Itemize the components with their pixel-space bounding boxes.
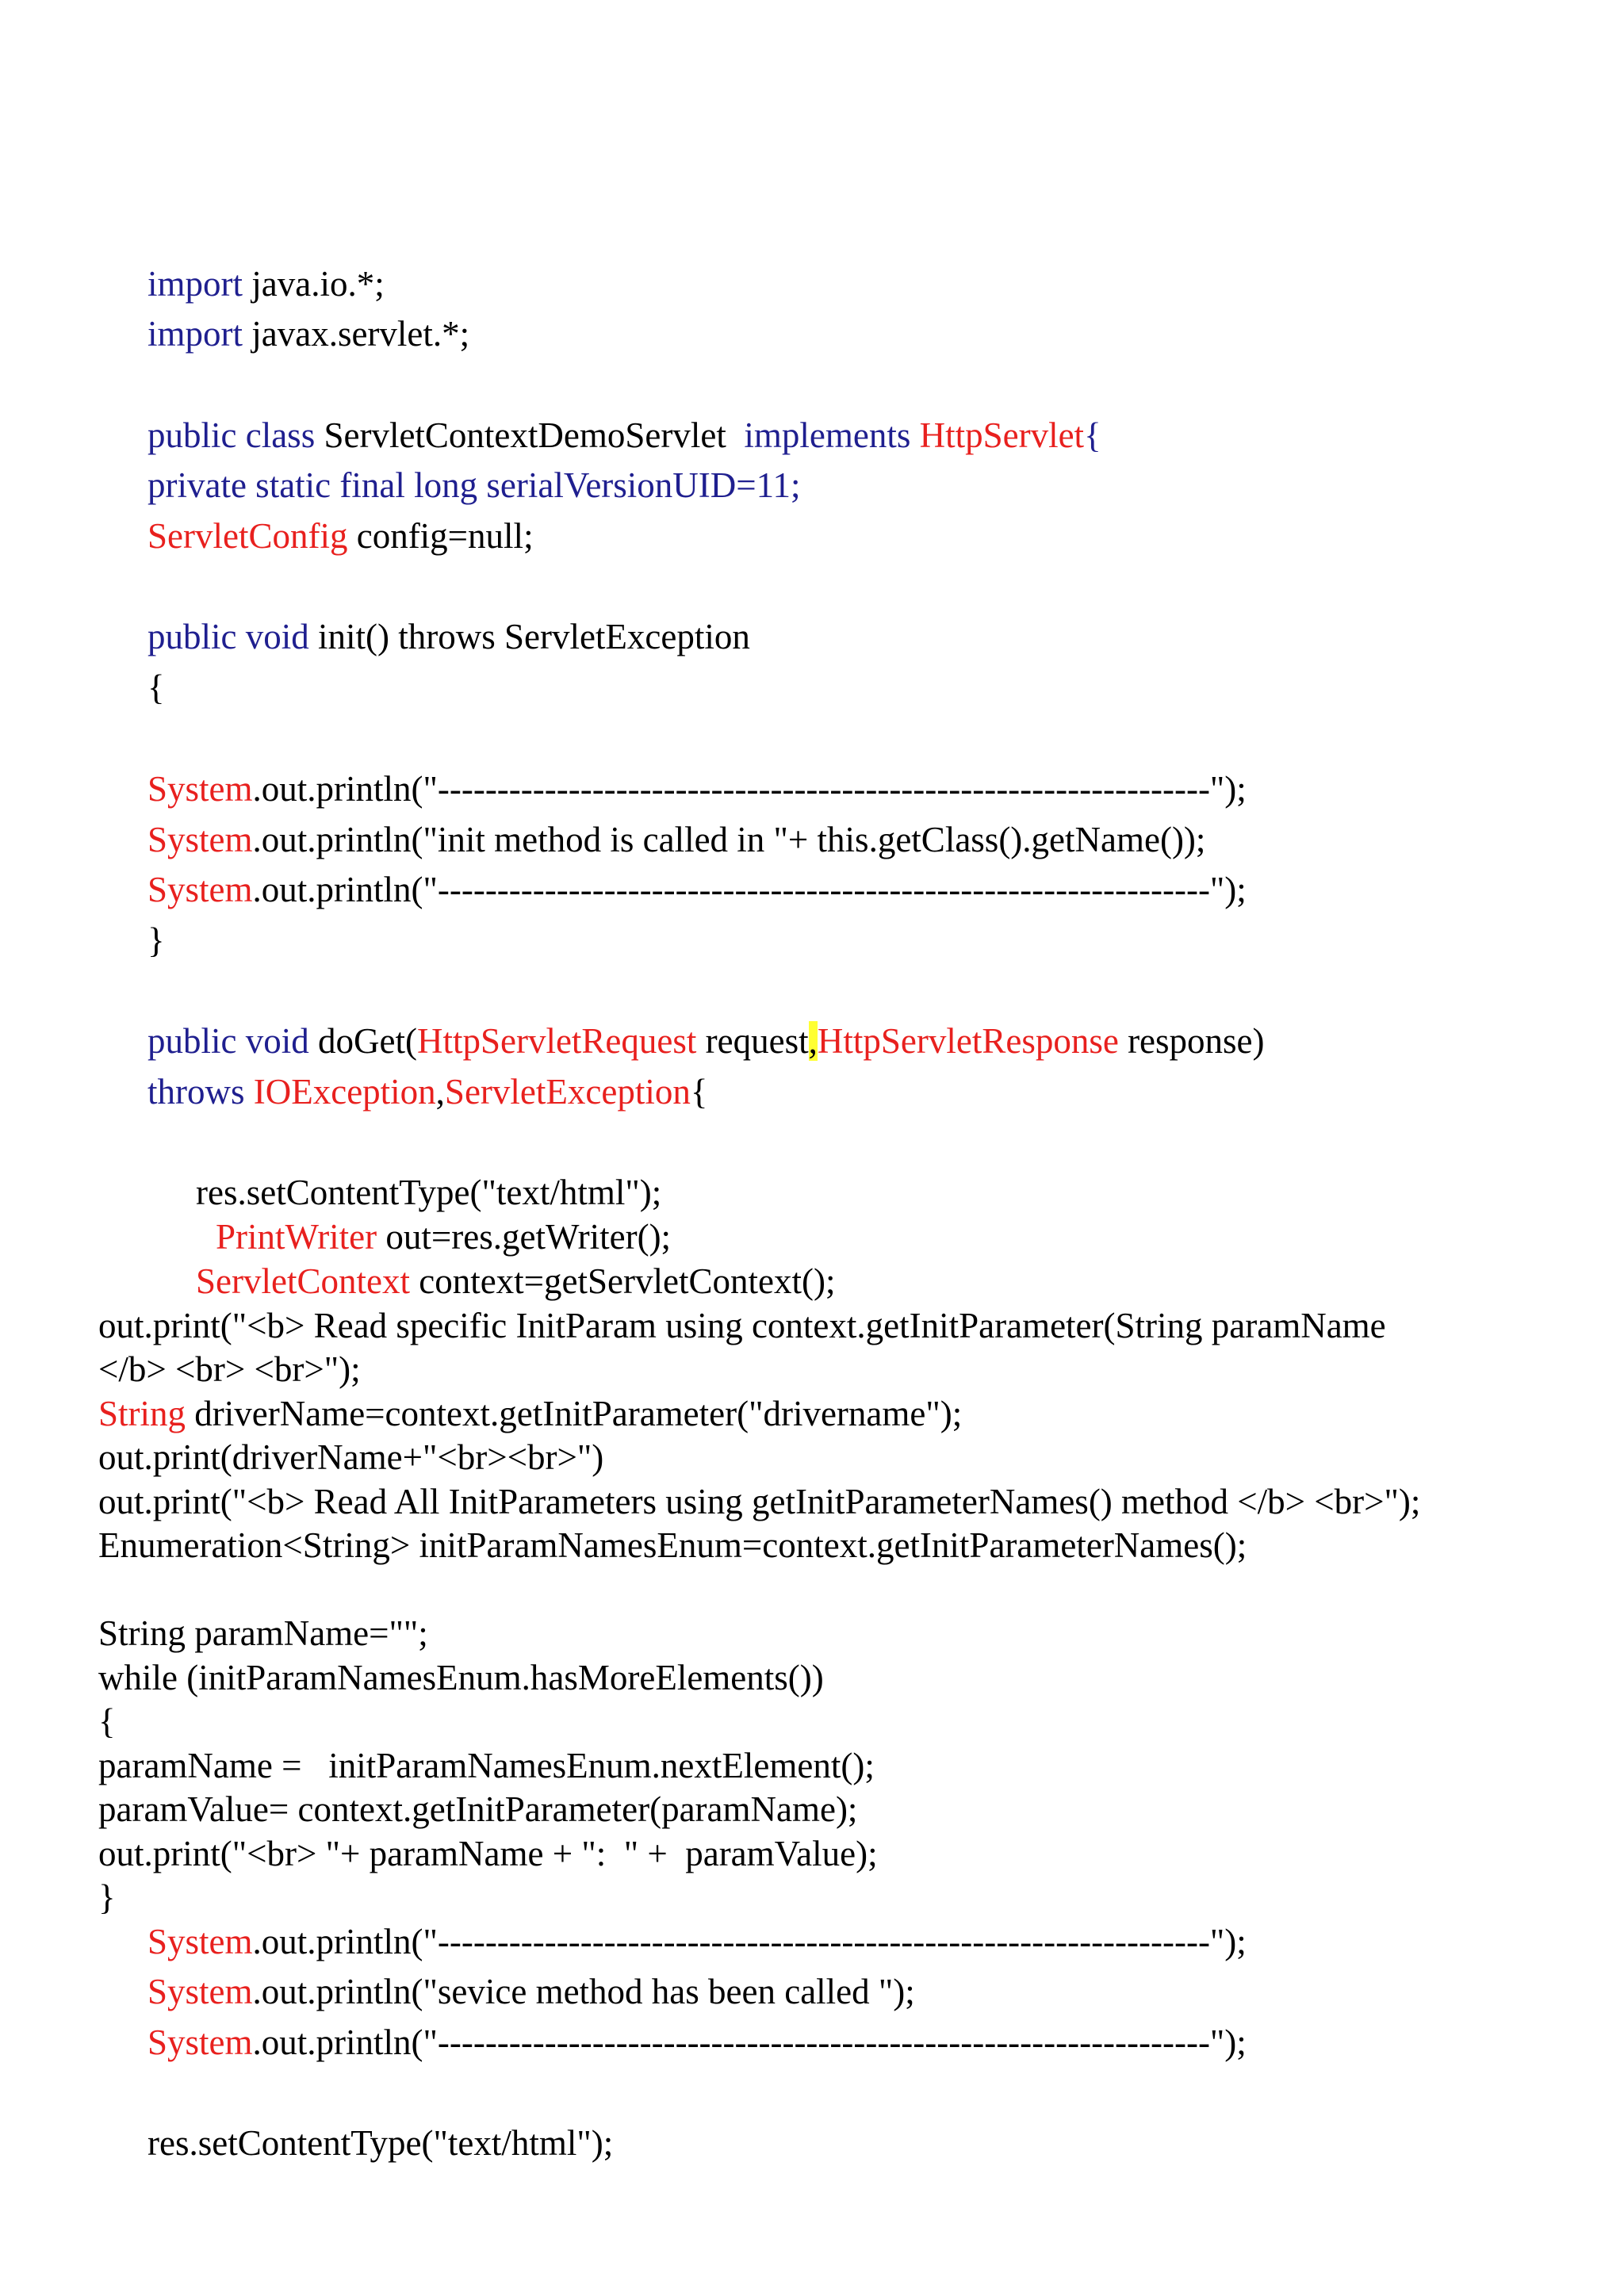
code-token: System (147, 2022, 253, 2062)
code-token: out=res.getWriter(); (377, 1217, 672, 1257)
code-token: } (147, 920, 165, 960)
code-line-print-driver-name (98, 1435, 603, 1479)
code-token: } (98, 1877, 116, 1917)
code-token: java.io.*; (243, 264, 385, 304)
code-token: System (147, 1972, 253, 2011)
code-line-while-loop (98, 1655, 824, 1700)
code-token: ServletConfig (147, 516, 348, 556)
code-line-init-close-brace (147, 918, 165, 962)
code-line-init-println-dashes (147, 867, 1247, 912)
code-token: IOException (253, 1072, 436, 1112)
code-token: HttpServlet (919, 415, 1085, 455)
code-token: System (147, 769, 253, 809)
code-line-print-read-all (98, 1479, 1420, 1524)
code-token: driverName=context.getInitParameter("drivername"); (186, 1394, 963, 1433)
code-line-service-println-message (147, 1969, 915, 2014)
code-token: throws (147, 1072, 245, 1112)
code-line-serial-version-uid (147, 463, 801, 507)
code-line-driver-name (98, 1391, 962, 1436)
code-token: request (696, 1021, 809, 1061)
code-line-print-writer (216, 1215, 671, 1259)
code-token: System (147, 1922, 253, 1961)
code-token: .out.println("init method is called in "+ this.getClass().getName()); (252, 820, 1206, 859)
code-token: private static final long serialVersionUID=11; (147, 465, 801, 505)
code-token: ServletContext (196, 1261, 410, 1301)
code-line-import-io (147, 262, 385, 306)
code-token: paramValue= context.getInitParameter(paramName); (98, 1789, 858, 1829)
code-token: out.print("<br> "+ paramName + ": " + paramValue); (98, 1834, 878, 1873)
code-line-while-open-brace (98, 1699, 116, 1743)
code-token: implements (744, 415, 911, 455)
code-line-print-read-specific (98, 1303, 1386, 1348)
code-token: paramName = initParamNamesEnum.nextElement(); (98, 1746, 875, 1785)
code-line-param-value (98, 1787, 857, 1831)
code-line-set-content-type (147, 2121, 613, 2165)
code-line-doget-signature (147, 1019, 1265, 1063)
code-token: System (147, 820, 253, 859)
code-line-service-println-dashes (147, 1919, 1247, 1964)
code-token: init() throws ServletException (308, 617, 750, 656)
code-token: HttpServletResponse (817, 1021, 1119, 1061)
code-token: import (147, 314, 243, 354)
code-line-class-declaration (147, 413, 1101, 457)
code-token: res.setContentType("text/html"); (147, 2123, 614, 2163)
code-token: , (808, 1021, 818, 1061)
code-token: config=null; (347, 516, 534, 556)
code-token: ServletException (444, 1072, 691, 1112)
code-token: out.print("<b> Read specific InitParam using context.getInitParameter(String paramName (98, 1306, 1386, 1345)
code-token: javax.servlet.*; (243, 314, 470, 354)
code-token: { (690, 1072, 708, 1112)
code-token: import (147, 264, 243, 304)
code-token: context=getServletContext(); (409, 1261, 836, 1301)
code-token: String paramName=""; (98, 1613, 428, 1653)
code-token (245, 1072, 254, 1112)
code-token: public void (147, 617, 309, 656)
code-token: System (147, 870, 253, 909)
code-token: .out.println("-----------------------------------------------------------------"); (252, 1922, 1247, 1961)
code-token: { (1084, 415, 1101, 455)
code-token: PrintWriter (216, 1217, 377, 1257)
code-line-print-param (98, 1831, 878, 1876)
code-token: .out.println("-----------------------------------------------------------------"); (252, 870, 1247, 909)
code-line-set-content-type (196, 1170, 661, 1215)
code-line-doget-throws (147, 1070, 707, 1114)
code-token: .out.println("-----------------------------------------------------------------"); (252, 2022, 1247, 2062)
code-token: doGet( (308, 1021, 417, 1061)
code-token: .out.println("-----------------------------------------------------------------"); (252, 769, 1247, 809)
code-line-enumeration (98, 1523, 1247, 1567)
code-token: ServletContextDemoServlet (315, 415, 745, 455)
code-token: while (initParamNamesEnum.hasMoreElements()) (98, 1658, 824, 1697)
code-line-servlet-config (147, 514, 534, 558)
code-line-next-element (98, 1743, 875, 1788)
code-line-param-name-init (98, 1611, 428, 1655)
code-token: { (147, 668, 165, 707)
code-token: out.print("<b> Read All InitParameters using getInitParameterNames() method </b> <br>"); (98, 1482, 1421, 1521)
code-line-print-read-specific-cont (98, 1347, 361, 1391)
code-line-service-println-dashes (147, 2020, 1247, 2064)
code-token: .out.println("sevice method has been called "); (252, 1972, 915, 2011)
code-token: Enumeration<String> initParamNamesEnum=context.getInitParameterNames(); (98, 1525, 1247, 1565)
code-line-init-println-dashes (147, 767, 1247, 811)
code-line-while-close-brace (98, 1875, 116, 1919)
code-token: HttpServletRequest (416, 1021, 697, 1061)
code-token: public class (147, 415, 316, 455)
code-token: { (98, 1701, 116, 1741)
code-line-servlet-context (196, 1259, 835, 1303)
code-line-init-open-brace (147, 665, 165, 710)
code-token: res.setContentType("text/html"); (196, 1173, 662, 1212)
code-token: response) (1118, 1021, 1265, 1061)
code-token (910, 415, 919, 455)
code-token: String (98, 1394, 186, 1433)
code-line-import-servlet (147, 312, 469, 356)
code-token: , (435, 1072, 445, 1112)
code-token: out.print(driverName+"<br><br>") (98, 1437, 604, 1477)
code-token: public void (147, 1021, 309, 1061)
code-token: </b> <br> <br>"); (98, 1349, 361, 1389)
code-line-init-signature (147, 614, 750, 659)
code-line-init-println-message (147, 817, 1205, 862)
